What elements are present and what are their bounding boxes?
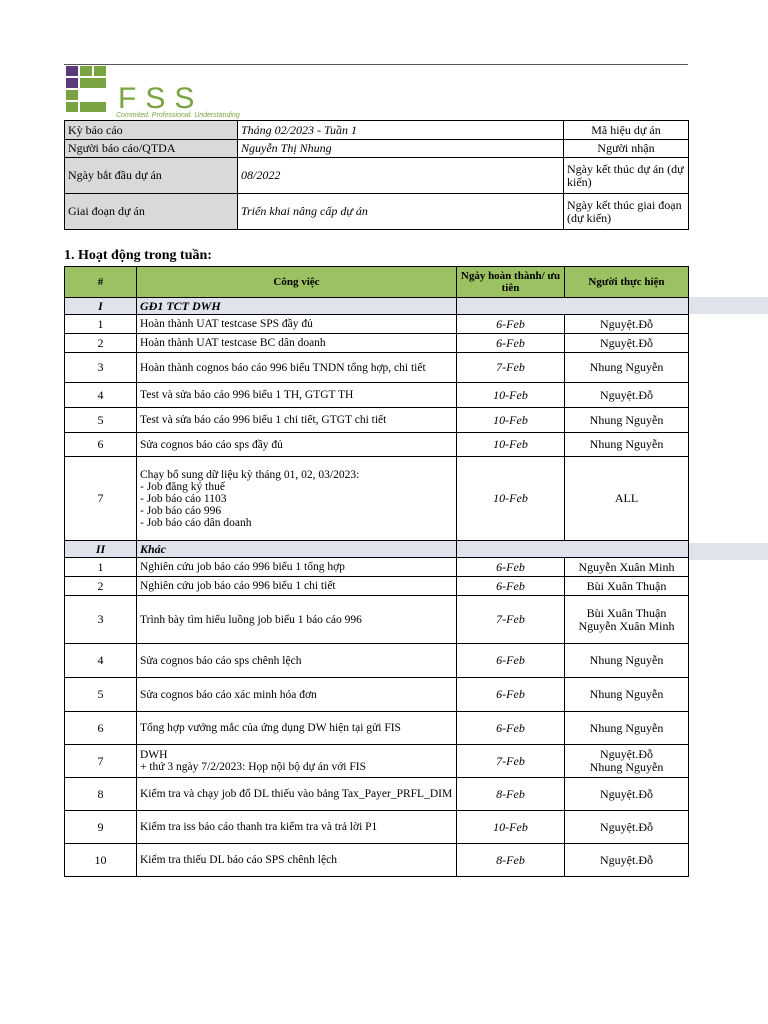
- row-task: DWH + thứ 3 ngày 7/2/2023: Họp nội bộ dự án với FIS: [137, 745, 457, 778]
- table-row: [65, 596, 689, 644]
- row-person: Nguyệt.Đỗ: [565, 383, 689, 408]
- project-code-label: Mã hiệu dự án: [564, 121, 689, 140]
- row-number: 6: [65, 712, 137, 745]
- row-task: Hoàn thành UAT testcase SPS đầy đủ: [137, 315, 457, 334]
- row-person: Nhung Nguyễn: [565, 678, 689, 712]
- logo-square: [66, 90, 78, 100]
- row-person: Nhung Nguyễn: [565, 408, 689, 433]
- row-number: 5: [65, 678, 137, 712]
- row-number: 5: [65, 408, 137, 433]
- header-num: #: [65, 267, 137, 298]
- row-task: Sửa cognos báo cáo xác minh hóa đơn: [137, 678, 457, 712]
- row-person: Bùi Xuân Thuận Nguyễn Xuân Minh: [565, 596, 689, 644]
- row-person: Nguyệt.Đỗ: [565, 778, 689, 811]
- row-number: 3: [65, 596, 137, 644]
- row-date: 6-Feb: [457, 678, 565, 712]
- table-row: [65, 353, 689, 383]
- table-row: [65, 745, 689, 778]
- report-period-label: Kỳ báo cáo: [65, 121, 238, 140]
- row-date: 6-Feb: [457, 558, 565, 577]
- row-date: 6-Feb: [457, 644, 565, 678]
- table-row: [65, 844, 689, 877]
- row-person: Nguyệt.Đỗ: [565, 334, 689, 353]
- logo-square: [66, 78, 78, 88]
- row-number: 7: [65, 745, 137, 778]
- row-date: 10-Feb: [457, 408, 565, 433]
- row-date: 10-Feb: [457, 433, 565, 457]
- table-row: [65, 315, 689, 334]
- activities-table: [64, 266, 689, 877]
- row-person: Nhung Nguyễn: [565, 712, 689, 745]
- logo-square: [94, 66, 106, 76]
- project-info-table: [64, 120, 689, 230]
- logo-square: [66, 102, 78, 112]
- table-row: [65, 644, 689, 678]
- section-title: 1. Hoạt động trong tuần:: [64, 248, 212, 263]
- row-task: Chạy bổ sung dữ liệu kỳ tháng 01, 02, 03/2023: - Job đăng ký thuế - Job báo cáo 1103 - Job báo cáo 996 - Job báo cáo dân doanh: [137, 457, 457, 541]
- row-task: Hoàn thành UAT testcase BC dân doanh: [137, 334, 457, 353]
- fss-logo: [66, 66, 246, 122]
- row-date: 7-Feb: [457, 353, 565, 383]
- row-date: 10-Feb: [457, 457, 565, 541]
- top-rule: [64, 64, 688, 65]
- row-number: 4: [65, 644, 137, 678]
- row-task: Sửa cognos báo cáo sps chênh lệch: [137, 644, 457, 678]
- row-date: 6-Feb: [457, 577, 565, 596]
- group-name: GĐ1 TCT DWH: [137, 298, 457, 315]
- group-empty-cell: [457, 541, 689, 558]
- start-date-label: Ngày bắt đầu dự án: [65, 158, 238, 194]
- phase-label: Giai đoạn dự án: [65, 194, 238, 230]
- table-row: [65, 712, 689, 745]
- row-task: Test và sửa báo cáo 996 biểu 1 chi tiết, GTGT chi tiết: [137, 408, 457, 433]
- row-person: ALL: [565, 457, 689, 541]
- row-date: 7-Feb: [457, 596, 565, 644]
- row-task: Nghiên cứu job báo cáo 996 biểu 1 tổng hợp: [137, 558, 457, 577]
- row-task: Test và sửa báo cáo 996 biểu 1 TH, GTGT TH: [137, 383, 457, 408]
- table-row: [65, 778, 689, 811]
- row-number: 8: [65, 778, 137, 811]
- row-number: 2: [65, 334, 137, 353]
- row-date: 8-Feb: [457, 844, 565, 877]
- row-date: 10-Feb: [457, 383, 565, 408]
- logo-text: FSS: [118, 82, 204, 115]
- row-task: Kiểm tra iss báo cáo thanh tra kiểm tra và trả lời P1: [137, 811, 457, 844]
- row-date: 8-Feb: [457, 778, 565, 811]
- table-row: [65, 334, 689, 353]
- row-person: Nhung Nguyễn: [565, 644, 689, 678]
- row-date: 10-Feb: [457, 811, 565, 844]
- row-task: Hoàn thành cognos báo cáo 996 biểu TNDN tổng hợp, chi tiết: [137, 353, 457, 383]
- table-row: [65, 433, 689, 457]
- row-person: Nguyễn Xuân Minh: [565, 558, 689, 577]
- row-person: Bùi Xuân Thuận: [565, 577, 689, 596]
- row-task: Sửa cognos báo cáo sps đầy đủ: [137, 433, 457, 457]
- logo-square: [66, 66, 78, 76]
- row-number: 3: [65, 353, 137, 383]
- table-row: [65, 408, 689, 433]
- row-number: 9: [65, 811, 137, 844]
- group-name: Khác: [137, 541, 457, 558]
- table-row: [65, 383, 689, 408]
- table-row: [65, 678, 689, 712]
- header-person: Người thực hiện: [565, 267, 689, 298]
- row-number: 2: [65, 577, 137, 596]
- group-row: [65, 541, 689, 558]
- end-date-label: Ngày kết thúc dự án (dự kiến): [564, 158, 689, 194]
- logo-square: [80, 78, 106, 88]
- row-task: Tổng hợp vướng mắc của ứng dụng DW hiện tại gửi FIS: [137, 712, 457, 745]
- group-row-extension: [688, 297, 768, 314]
- row-task: Nghiên cứu job báo cáo 996 biểu 1 chi tiết: [137, 577, 457, 596]
- row-number: 10: [65, 844, 137, 877]
- row-person: Nguyệt.Đỗ: [565, 844, 689, 877]
- row-date: 6-Feb: [457, 334, 565, 353]
- logo-square: [80, 102, 106, 112]
- header-task: Công việc: [137, 267, 457, 298]
- row-date: 6-Feb: [457, 712, 565, 745]
- group-number: II: [65, 541, 137, 558]
- reporter-label: Người báo cáo/QTDA: [65, 140, 238, 158]
- reporter-value: Nguyễn Thị Nhung: [238, 140, 564, 158]
- logo-square: [80, 66, 92, 76]
- table-row: [65, 457, 689, 541]
- logo-tagline: Commited. Professional. Understanding: [116, 112, 240, 119]
- table-row: [65, 577, 689, 596]
- report-period-value: Tháng 02/2023 - Tuần 1: [238, 121, 564, 140]
- row-date: 7-Feb: [457, 745, 565, 778]
- start-date-value: 08/2022: [238, 158, 564, 194]
- row-number: 1: [65, 315, 137, 334]
- row-task: Kiểm tra và chạy job đổ DL thiếu vào bảng Tax_Payer_PRFL_DIM: [137, 778, 457, 811]
- table-row: [65, 558, 689, 577]
- row-number: 4: [65, 383, 137, 408]
- group-number: I: [65, 298, 137, 315]
- header-date: Ngày hoàn thành/ ưu tiên: [457, 267, 565, 298]
- row-person: Nhung Nguyễn: [565, 353, 689, 383]
- row-date: 6-Feb: [457, 315, 565, 334]
- row-number: 6: [65, 433, 137, 457]
- row-number: 1: [65, 558, 137, 577]
- row-person: Nguyệt.Đỗ Nhung Nguyễn: [565, 745, 689, 778]
- phase-value: Triển khai nâng cấp dự án: [238, 194, 564, 230]
- group-empty-cell: [457, 298, 689, 315]
- row-task: Kiểm tra thiếu DL báo cáo SPS chênh lệch: [137, 844, 457, 877]
- row-number: 7: [65, 457, 137, 541]
- row-person: Nguyệt.Đỗ: [565, 315, 689, 334]
- group-row-extension: [688, 543, 768, 560]
- table-row: [65, 811, 689, 844]
- row-person: Nhung Nguyễn: [565, 433, 689, 457]
- receiver-label: Người nhận: [564, 140, 689, 158]
- phase-end-label: Ngày kết thúc giai đoạn (dự kiến): [564, 194, 689, 230]
- row-task: Trình bày tìm hiểu luồng job biểu 1 báo cáo 996: [137, 596, 457, 644]
- row-person: Nguyệt.Đỗ: [565, 811, 689, 844]
- group-row: [65, 298, 689, 315]
